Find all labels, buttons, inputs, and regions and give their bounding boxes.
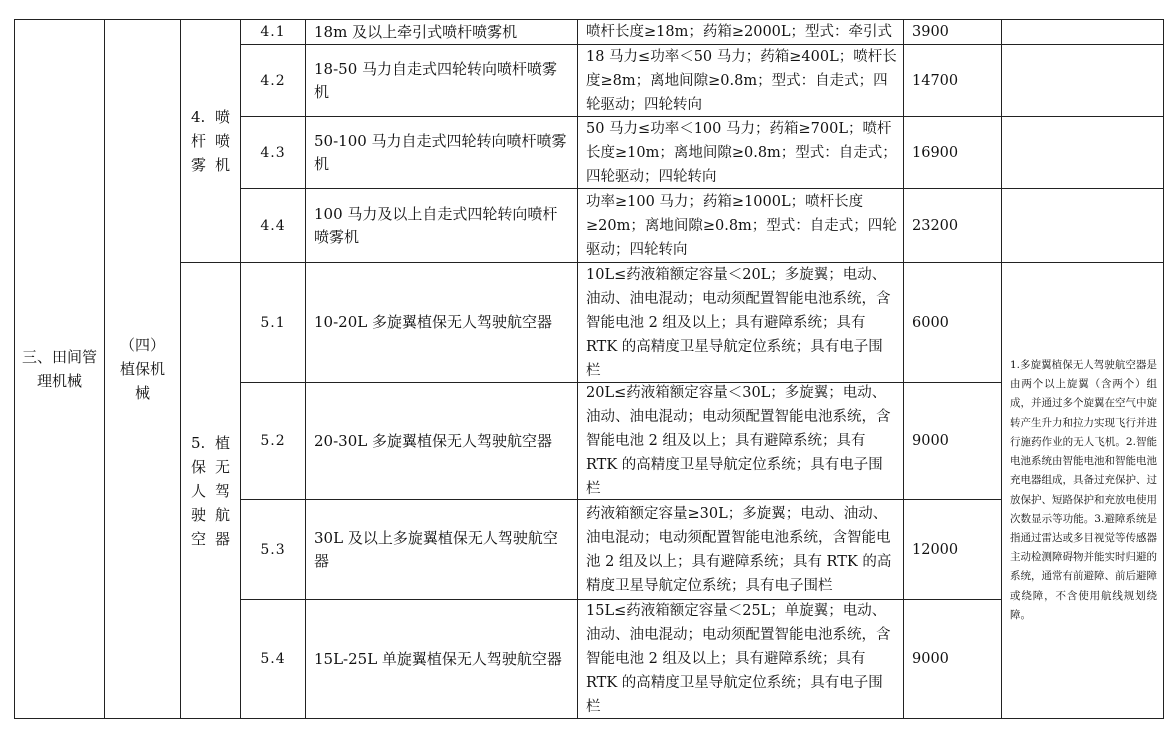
row-name-cell xyxy=(305,499,578,600)
row-name: 10-20L 多旋翼植保无人驾驶航空器 xyxy=(314,313,552,331)
row-code: 4.1 xyxy=(260,24,286,40)
row-price-cell xyxy=(903,44,1002,117)
category-level2-text: （四）植保机械 xyxy=(119,336,165,402)
row-spec: 20L≤药液箱额定容量＜30L；多旋翼；电动、油动、油电混动；电动须配置智能电池系统，含智能电池 2 组及以上；具有避障系统；具有 RTK 的高精度卫星导航定位系统；具有电子围栏 xyxy=(586,385,891,497)
row-code-cell xyxy=(240,599,306,719)
category-level2-cell xyxy=(104,19,181,719)
row-code-cell xyxy=(240,188,306,263)
row-spec-cell xyxy=(577,499,904,600)
row-name: 30L 及以上多旋翼植保无人驾驶航空器 xyxy=(314,528,558,570)
category-level1-text: 三、田间管理机械 xyxy=(21,348,97,390)
row-price-cell xyxy=(903,499,1002,600)
row-spec: 药液箱额定容量≥30L；多旋翼；电动、油动、油电混动；电动须配置智能电池系统，含智能电池 2 组及以上；具有避障系统；具有 RTK 的高精度卫星导航定位系统；具有电子围栏 xyxy=(586,505,892,594)
row-price-cell xyxy=(903,382,1002,500)
row-code: 5.3 xyxy=(260,541,286,558)
row-price: 9000 xyxy=(912,651,949,667)
row-code-cell xyxy=(240,499,306,600)
row-code: 4.3 xyxy=(260,144,286,161)
row-price: 23200 xyxy=(912,217,959,234)
row-code: 5.4 xyxy=(260,651,286,667)
row-name: 100 马力及以上自走式四轮转向喷杆喷雾机 xyxy=(314,204,558,246)
row-spec: 18 马力≤功率＜50 马力；药箱≥400L；喷杆长度≥8m；离地间隙≥0.8m；型式：自走式；四轮驱动；四轮转向 xyxy=(586,48,897,113)
row-price: 3900 xyxy=(912,24,949,40)
row-price: 14700 xyxy=(912,72,959,89)
row-code: 5.1 xyxy=(260,314,286,331)
row-code: 5.2 xyxy=(260,433,286,449)
row-name-cell xyxy=(305,44,578,117)
row-name: 50-100 马力自走式四轮转向喷杆喷雾机 xyxy=(314,131,567,173)
row-name-cell xyxy=(305,262,578,383)
row-code: 4.4 xyxy=(260,217,286,234)
row-name-cell xyxy=(305,19,578,45)
row-spec: 功率≥100 马力；药箱≥1000L；喷杆长度≥20m；离地间隙≥0.8m；型式：自走式；四轮驱动；四轮转向 xyxy=(586,193,897,258)
row-note-cell-empty xyxy=(1001,44,1164,117)
row-name: 18-50 马力自走式四轮转向喷杆喷雾机 xyxy=(314,59,558,101)
row-price-cell xyxy=(903,19,1002,45)
row-code-cell xyxy=(240,116,306,189)
row-spec: 喷杆长度≥18m；药箱≥2000L；型式：牵引式 xyxy=(586,24,893,40)
category-level1-cell xyxy=(14,19,105,719)
row-price: 9000 xyxy=(912,433,949,449)
row-spec-cell xyxy=(577,44,904,117)
row-name: 15L-25L 单旋翼植保无人驾驶航空器 xyxy=(314,649,562,668)
row-name-cell xyxy=(305,188,578,263)
row-spec: 15L≤药液箱额定容量＜25L；单旋翼；电动、油动、油电混动；电动须配置智能电池系统，含智能电池 2 组及以上；具有避障系统；具有 RTK 的高精度卫星导航定位系统；具有电子围栏 xyxy=(586,603,891,715)
row-price-cell xyxy=(903,116,1002,189)
row-note-cell-empty xyxy=(1001,188,1164,263)
group-label: 4. 喷杆喷雾机 xyxy=(191,108,230,174)
row-price-cell xyxy=(903,188,1002,263)
row-price: 16900 xyxy=(912,144,959,161)
row-name-cell xyxy=(305,382,578,500)
row-spec-cell xyxy=(577,116,904,189)
group-cell-drone xyxy=(180,262,241,719)
row-price: 12000 xyxy=(912,541,959,558)
row-name: 18m 及以上牵引式喷杆喷雾机 xyxy=(314,22,518,41)
subsidy-table xyxy=(14,19,1164,719)
row-spec-cell xyxy=(577,599,904,719)
row-note-cell-empty xyxy=(1001,116,1164,189)
row-code-cell xyxy=(240,262,306,383)
row-name-cell xyxy=(305,599,578,719)
row-code: 4.2 xyxy=(260,72,286,89)
row-name-cell xyxy=(305,116,578,189)
row-note-cell-empty xyxy=(1001,19,1164,45)
group-cell-boom-sprayer xyxy=(180,19,241,263)
row-spec: 10L≤药液箱额定容量＜20L；多旋翼；电动、油动、油电混动；电动须配置智能电池系统，含智能电池 2 组及以上；具有避障系统；具有 RTK 的高精度卫星导航定位系统；具有电子围栏 xyxy=(586,266,891,379)
row-code-cell xyxy=(240,44,306,117)
row-spec-cell xyxy=(577,19,904,45)
row-name: 20-30L 多旋翼植保无人驾驶航空器 xyxy=(314,431,552,450)
drone-notes-cell xyxy=(1001,262,1164,719)
drone-notes-text: 1.多旋翼植保无人驾驶航空器是由两个以上旋翼（含两个）组成，并通过多个旋翼在空气中旋转产生升力和拉力实现飞行并进行施药作业的无人飞机。2.智能电池系统由智能电池和智能电池充电器组成，具备过充保护、过放保护、短路保护和充放电使用次数显示等功能。3.避障系统是指通过雷达或多目视觉等传感器主动检测障碍物并能实时归避的系统，通常有前避障、前后避障或绕障，不含使用航线规划绕障。 xyxy=(1010,359,1157,621)
group-label: 5. 植保无人驾驶航空器 xyxy=(191,433,230,548)
row-code-cell xyxy=(240,19,306,45)
row-price-cell xyxy=(903,262,1002,383)
row-spec-cell xyxy=(577,382,904,500)
row-price-cell xyxy=(903,599,1002,719)
row-code-cell xyxy=(240,382,306,500)
row-spec-cell xyxy=(577,188,904,263)
row-price: 6000 xyxy=(912,314,949,331)
row-spec-cell xyxy=(577,262,904,383)
row-spec: 50 马力≤功率＜100 马力；药箱≥700L；喷杆长度≥10m；离地间隙≥0.8m；型式：自走式；四轮驱动；四轮转向 xyxy=(586,120,897,185)
